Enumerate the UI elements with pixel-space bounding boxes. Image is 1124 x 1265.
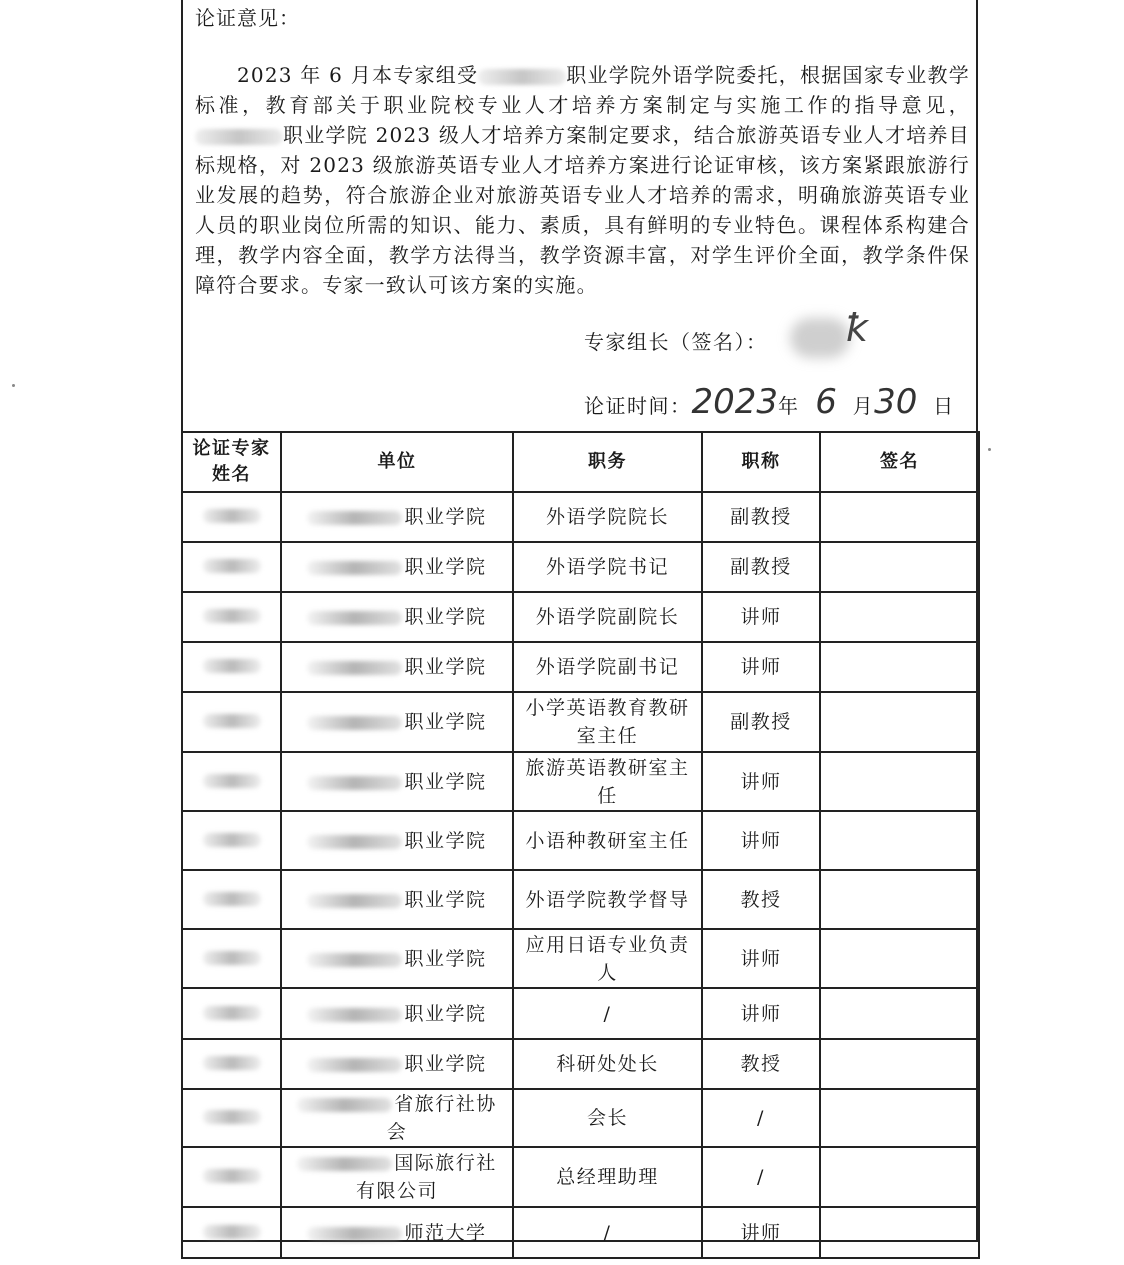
leader-signature-line: [584, 326, 768, 355]
redacted-unit-prefix: [307, 894, 402, 908]
signature-cell[interactable]: [820, 1207, 979, 1258]
unit-cell: [281, 1207, 513, 1258]
position-cell: 外语学院书记: [513, 542, 702, 592]
redacted-unit-prefix: [307, 1227, 402, 1241]
redacted-unit-prefix: [307, 1058, 402, 1072]
redacted-unit-prefix: [307, 776, 402, 790]
redacted-unit-prefix: [307, 953, 402, 967]
date-month-unit: 月: [852, 394, 875, 418]
redacted-unit-prefix: [307, 661, 402, 675]
signature-cell[interactable]: [820, 692, 979, 752]
redacted-name: [203, 609, 261, 623]
date-day-unit: 日: [933, 394, 955, 418]
position-cell: 外语学院副书记: [513, 642, 702, 692]
signature-cell[interactable]: [820, 592, 979, 642]
redacted-unit-prefix: [307, 611, 402, 625]
opinion-label: 论证意见：: [195, 6, 300, 30]
opinion-text-2: 职业学院外语学院委托，根据国家专业教学标准，教育部关于职业院校专业人才培养方案制定与实施工作的指导意见，: [195, 63, 970, 117]
signature-cell[interactable]: [820, 929, 979, 988]
expert-name-cell: [182, 642, 281, 692]
unit-cell: [281, 752, 513, 811]
unit-text: 职业学院: [404, 556, 487, 578]
unit-text: 职业学院: [404, 711, 487, 733]
signature-cell[interactable]: [820, 811, 979, 870]
title-cell: 讲师: [702, 1207, 820, 1258]
table-row: [182, 1207, 979, 1258]
signature-cell[interactable]: [820, 1039, 979, 1089]
table-row: [182, 642, 979, 692]
review-date-line: [584, 382, 955, 422]
expert-name-cell: [182, 1147, 281, 1207]
position-cell: 外语学院教学督导: [513, 870, 702, 929]
position-cell: 应用日语专业负责人: [513, 929, 702, 988]
unit-cell: [281, 870, 513, 929]
unit-text: 职业学院: [404, 606, 487, 628]
title-cell: 副教授: [702, 492, 820, 542]
header-name: 论证专家姓名: [182, 432, 281, 492]
title-cell: 讲师: [702, 592, 820, 642]
unit-cell: [281, 988, 513, 1039]
table-row: [182, 592, 979, 642]
redacted-school-name: [195, 129, 283, 145]
date-day: 30: [874, 382, 918, 422]
signature-cell[interactable]: [820, 988, 979, 1039]
expert-name-cell: [182, 492, 281, 542]
table-row: [182, 492, 979, 542]
unit-text: 国际旅行社有限公司: [355, 1152, 497, 1202]
signature-cell[interactable]: [820, 542, 979, 592]
table-row: [182, 988, 979, 1039]
redacted-name: [203, 892, 261, 906]
position-cell: 会长: [513, 1089, 702, 1147]
unit-text: 职业学院: [404, 947, 487, 970]
opinion-body: [195, 60, 970, 300]
redacted-unit-prefix: [297, 1157, 392, 1171]
redacted-name: [203, 1056, 261, 1070]
table-row: [182, 1039, 979, 1089]
redacted-unit-prefix: [307, 561, 402, 575]
position-cell: /: [513, 1207, 702, 1258]
leader-label: 专家组长（签名）：: [584, 330, 768, 354]
redacted-name: [203, 509, 261, 523]
expert-name-cell: [182, 988, 281, 1039]
unit-cell: [281, 592, 513, 642]
table-row: [182, 1089, 979, 1147]
signature-cell[interactable]: [820, 492, 979, 542]
redacted-name: [203, 1169, 261, 1183]
title-cell: 教授: [702, 1039, 820, 1089]
table-row: [182, 870, 979, 929]
unit-text: 省旅行社协会: [386, 1093, 497, 1143]
unit-cell: [281, 542, 513, 592]
redacted-name: [203, 774, 261, 788]
table-row: [182, 752, 979, 811]
position-cell: /: [513, 988, 702, 1039]
expert-name-cell: [182, 811, 281, 870]
signature-cell[interactable]: [820, 752, 979, 811]
unit-text: 职业学院: [404, 1002, 487, 1025]
title-cell: 讲师: [702, 929, 820, 988]
unit-text: 职业学院: [404, 888, 487, 911]
redacted-school-name: [478, 69, 566, 85]
header-title: 职称: [702, 432, 820, 492]
redacted-name: [203, 714, 261, 728]
position-cell: 总经理助理: [513, 1147, 702, 1207]
unit-text: 师范大学: [404, 1221, 487, 1244]
table-row: [182, 542, 979, 592]
expert-name-cell: [182, 1039, 281, 1089]
unit-cell: [281, 642, 513, 692]
title-cell: /: [702, 1147, 820, 1207]
date-label: 论证时间：: [584, 394, 692, 418]
redacted-unit-prefix: [307, 511, 402, 525]
unit-cell: [281, 492, 513, 542]
table-header-row: [182, 432, 979, 492]
position-cell: 科研处处长: [513, 1039, 702, 1089]
scan-speck: [12, 384, 15, 387]
header-unit: 单位: [281, 432, 513, 492]
date-year-unit: 年: [778, 394, 800, 418]
redacted-name: [203, 833, 261, 847]
opinion-text-3: 职业学院 2023 级人才培养方案制定要求，结合旅游英语专业人才培养目标规格，对 2023 级旅游英语专业人才培养方案进行论证审核，该方案紧跟旅游行业发展的趋势，符合旅游企业对旅游英语专业人才培养的需求，明确旅游英语专业人员的职业岗位所需的知识、能力、素质，具有鲜明的专业特色。课程体系构建合理，教学内容全面，教学方法得当，教学资源丰富，对学生评价全面，教学条件保障符合要求。专家一致认可该方案的实施。: [195, 123, 970, 297]
title-cell: /: [702, 1089, 820, 1147]
signature-cell[interactable]: [820, 642, 979, 692]
table-row: [182, 929, 979, 988]
signature-cell[interactable]: [820, 870, 979, 929]
header-signature: 签名: [820, 432, 979, 492]
position-cell: 外语学院院长: [513, 492, 702, 542]
unit-cell: [281, 811, 513, 870]
signature-cell[interactable]: [820, 1089, 979, 1147]
unit-cell: [281, 692, 513, 752]
unit-text: 职业学院: [404, 656, 487, 678]
header-position: 职务: [513, 432, 702, 492]
title-cell: 讲师: [702, 811, 820, 870]
scan-speck: [988, 448, 991, 451]
signature-cell[interactable]: [820, 1147, 979, 1207]
table-row: [182, 692, 979, 752]
redacted-unit-prefix: [307, 1008, 402, 1022]
position-cell: 小语种教研室主任: [513, 811, 702, 870]
expert-name-cell: [182, 592, 281, 642]
title-cell: 讲师: [702, 752, 820, 811]
expert-name-cell: [182, 1089, 281, 1147]
redacted-unit-prefix: [307, 716, 402, 730]
title-cell: 讲师: [702, 642, 820, 692]
expert-name-cell: [182, 692, 281, 752]
unit-text: 职业学院: [404, 1053, 487, 1075]
unit-cell: [281, 929, 513, 988]
redacted-name: [203, 951, 261, 965]
position-cell: 旅游英语教研室主任: [513, 752, 702, 811]
title-cell: 讲师: [702, 988, 820, 1039]
redacted-name: [203, 1006, 261, 1020]
unit-text: 职业学院: [404, 506, 487, 528]
position-cell: 小学英语教育教研室主任: [513, 692, 702, 752]
opinion-text-1: 2023 年 6 月本专家组受: [237, 63, 479, 87]
redacted-name: [203, 559, 261, 573]
expert-name-cell: [182, 870, 281, 929]
title-cell: 教授: [702, 870, 820, 929]
unit-cell: [281, 1039, 513, 1089]
redacted-name: [203, 659, 261, 673]
redacted-unit-prefix: [297, 1098, 392, 1112]
date-month: 6: [815, 382, 837, 422]
expert-table: [181, 431, 980, 1259]
expert-name-cell: [182, 929, 281, 988]
expert-name-cell: [182, 752, 281, 811]
table-row: [182, 811, 979, 870]
unit-text: 职业学院: [404, 829, 487, 852]
expert-name-cell: [182, 1207, 281, 1258]
redacted-name: [203, 1225, 261, 1239]
redacted-name: [203, 1110, 261, 1124]
title-cell: 副教授: [702, 542, 820, 592]
date-year: 2023: [691, 382, 779, 422]
redacted-leader-signature: [790, 318, 850, 358]
unit-cell: [281, 1147, 513, 1207]
handwritten-signature-mark: ꝁ: [846, 306, 869, 350]
unit-cell: [281, 1089, 513, 1147]
unit-text: 职业学院: [404, 770, 487, 793]
redacted-unit-prefix: [307, 835, 402, 849]
title-cell: 副教授: [702, 692, 820, 752]
table-row: [182, 1147, 979, 1207]
expert-name-cell: [182, 542, 281, 592]
position-cell: 外语学院副院长: [513, 592, 702, 642]
